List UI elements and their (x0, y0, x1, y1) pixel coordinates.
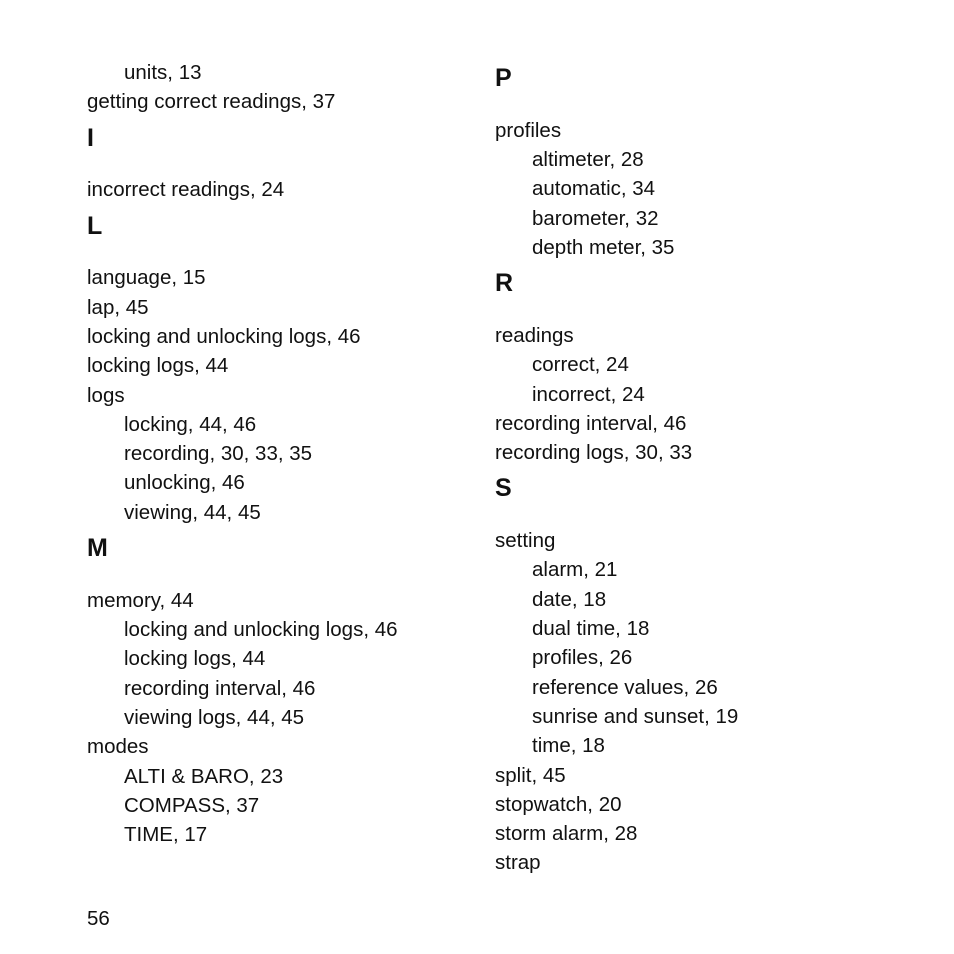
index-letter-heading: S (495, 474, 512, 503)
index-entry: profiles (495, 118, 562, 142)
index-entry: recording logs, 30, 33 (495, 441, 693, 465)
index-entry: getting correct readings, 37 (87, 90, 336, 114)
index-entry: lap, 45 (87, 295, 149, 319)
index-subentry: unlocking, 46 (124, 471, 245, 495)
index-subentry: recording interval, 46 (124, 676, 316, 700)
index-subentry: units, 13 (124, 61, 202, 84)
index-letter-heading: R (495, 269, 514, 298)
index-entry: locking logs, 44 (87, 354, 229, 378)
index-entry: incorrect readings, 24 (87, 178, 285, 202)
index-subentry: locking, 44, 46 (124, 412, 257, 436)
index-entry: locking and unlocking logs, 46 (87, 324, 361, 348)
index-entry: strap (495, 851, 541, 875)
index-subentry: correct, 24 (532, 353, 629, 377)
index-entry: split, 45 (495, 763, 566, 787)
index-subentry: reference values, 26 (532, 675, 718, 699)
index-entry: storm alarm, 28 (495, 822, 638, 846)
index-letter-heading: P (495, 64, 512, 92)
index-entry: setting (495, 529, 556, 553)
index-subentry: time, 18 (532, 734, 605, 758)
index-subentry: alarm, 21 (532, 558, 618, 582)
index-entry: language, 15 (87, 266, 206, 290)
index-entry: readings (495, 323, 574, 347)
index-subentry: locking and unlocking logs, 46 (124, 618, 398, 641)
index-subentry: sunrise and sunset, 19 (532, 704, 739, 728)
index-subentry: date, 18 (532, 587, 607, 611)
index-entry: memory, 44 (87, 588, 194, 612)
index-subentry: recording, 30, 33, 35 (124, 442, 313, 466)
index-subentry: automatic, 34 (532, 177, 656, 201)
index-entry: modes (87, 735, 149, 759)
index-letter-heading: L (87, 211, 103, 240)
index-subentry: barometer, 32 (532, 206, 659, 230)
index-entry: logs (87, 383, 125, 407)
index-letter-heading: M (87, 534, 108, 562)
index-subentry: COMPASS, 37 (124, 793, 260, 817)
index-subentry: viewing logs, 44, 45 (124, 705, 305, 729)
index-subentry: TIME, 17 (124, 823, 208, 847)
index-subentry: profiles, 26 (532, 646, 633, 670)
page-number: 56 (87, 907, 110, 930)
index-entry: recording interval, 46 (495, 411, 687, 435)
index-subentry: depth meter, 35 (532, 235, 675, 259)
index-subentry: altimeter, 28 (532, 148, 644, 171)
index-subentry: locking logs, 44 (124, 647, 266, 671)
index-subentry: viewing, 44, 45 (124, 500, 261, 524)
index-subentry: ALTI & BARO, 23 (124, 764, 284, 788)
index-subentry: incorrect, 24 (532, 382, 645, 406)
index-entry: stopwatch, 20 (495, 792, 622, 816)
index-letter-heading: I (87, 123, 94, 152)
index-subentry: dual time, 18 (532, 617, 650, 640)
